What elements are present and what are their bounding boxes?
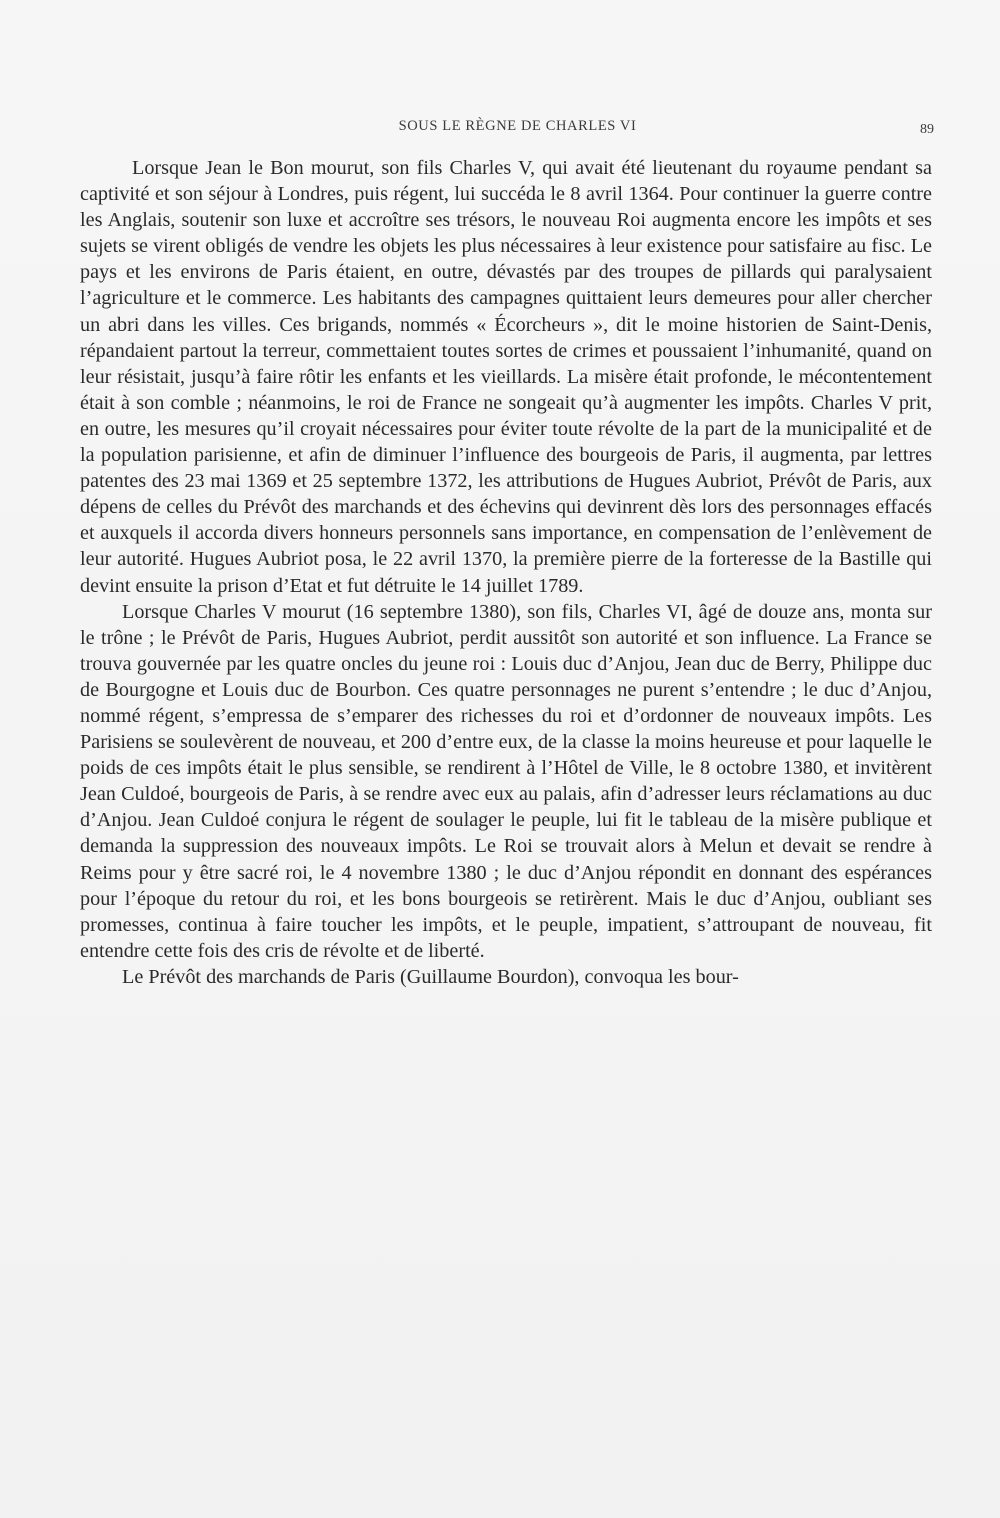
running-title: SOUS LE RÈGNE DE CHARLES VI bbox=[398, 118, 637, 134]
paragraph-2: Lorsque Charles V mourut (16 septembre 1380), son fils, Charles VI, âgé de douze ans, monta sur le trône ; le Prévôt de Paris, Hugues Aubriot, perdit aussitôt son autorité et son influence. La France se trouva gouvernée par les quatre oncles du jeune roi : Louis duc d’Anjou, Jean duc de Berry, Philippe duc de Bourgogne et Louis duc de Bourbon. Ces quatre personnages ne purent s’entendre ; le duc d’Anjou, nommé régent, s’empressa de s’emparer des richesses du roi et d’ordonner de nouveaux impôts. Les Parisiens se soulevèrent de nouveau, et 200 d’entre eux, de la classe la moins heureuse et pour laquelle le poids de ces impôts était le plus sensible, se rendirent à l’Hôtel de Ville, le 8 octobre 1380, et invitèrent Jean Culdoé, bourgeois de Paris, à se rendre avec eux au palais, afin d’adresser leurs réclamations au duc d’Anjou. Jean Culdoé conjura le régent de soulager le peuple, lui fit le tableau de la misère publique et demanda la suppression des nouveaux impôts. Le Roi se trouvait alors à Melun et devait se rendre à Reims pour y être sacré roi, le 4 novembre 1380 ; le duc d’Anjou répondit en donnant des espérances pour l’époque du retour du roi, et les bons bourgeois se retirèrent. Mais le duc d’Anjou, oubliant ses promesses, continua à faire toucher les impôts, et le peuple, impatient, s’attroupant de nouveau, fit entendre cette fois des cris de révolte et de liberté. bbox=[80, 600, 932, 962]
paragraph-1: Lorsque Jean le Bon mourut, son fils Charles V, qui avait été lieutenant du royaume pendant sa captivité et son séjour à Londres, puis régent, lui succéda le 8 avril 1364. Pour continuer la guerre contre les Anglais, soutenir son luxe et accroître ses trésors, le nouveau Roi augmenta encore les impôts et ses sujets se virent obligés de vendre les objets les plus nécessaires à leur existence pour satisfaire au fisc. Le pays et les environs de Paris étaient, en outre, dévastés par des troupes de pillards qui paralysaient l’agriculture et le commerce. Les habitants des campagnes quittaient leurs demeures pour aller chercher un abri dans les villes. Ces brigands, nommés « Écorcheurs », dit le moine historien de Saint-Denis, répandaient partout la terreur, commettaient toutes sortes de crimes et poussaient l’inhumanité, quand on leur résistait, jusqu’à faire rôtir les enfants et les vieillards. La misère était profonde, le mécontentement était à son comble ; néanmoins, le roi de France ne songeait qu’à augmenter les impôts. Charles V prit, en outre, les mesures qu’il croyait nécessaires pour éviter toute révolte de la part de la municipalité et de la population parisienne, et afin de diminuer l’influence des bourgeois de Paris, il augmenta, par lettres patentes des 23 mai 1369 et 25 septembre 1372, les attributions de Hugues Aubriot, Prévôt de Paris, aux dépens de celles du Prévôt des marchands et des échevins qui devinrent dès lors des personnages effacés et auxquels il accorda divers honneurs personnels sans importance, en compensation de l’enlèvement de leur autorité. Hugues Aubriot posa, le 22 avril 1370, la première pierre de la forteresse de la Bastille qui devint ensuite la prison d’Etat et fut détruite le 14 juillet 1789. bbox=[80, 157, 932, 597]
paragraph-3: Le Prévôt des marchands de Paris (Guillaume Bourdon), convoqua les bour- bbox=[122, 965, 739, 988]
page-number: 89 bbox=[920, 122, 934, 137]
running-head bbox=[0, 118, 1000, 138]
body-text bbox=[80, 155, 932, 990]
